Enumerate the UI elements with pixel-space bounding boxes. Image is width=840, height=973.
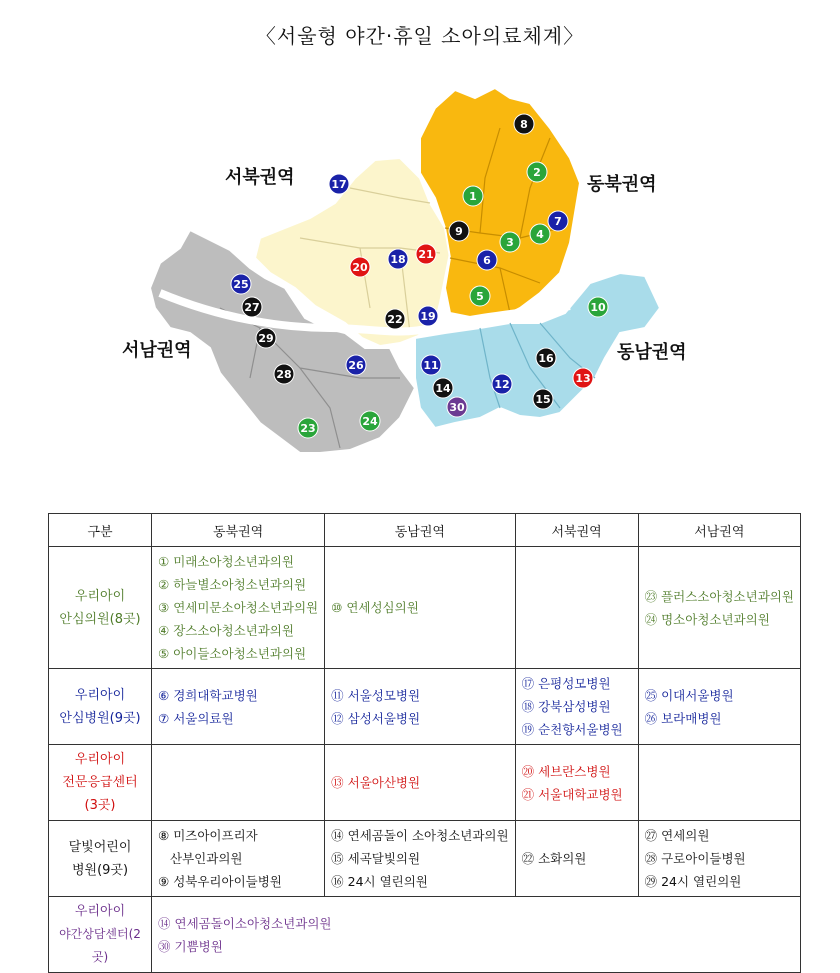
northwest-cell (515, 669, 638, 745)
map-pin-label-5: 5 (476, 290, 484, 303)
map-pin-label-18: 18 (390, 253, 406, 266)
merged-cell (152, 897, 801, 973)
category-line: 우리아이 (74, 687, 126, 703)
map-pin-label-30: 30 (449, 401, 465, 414)
facility-item: ㉔ 명소아청소년과의원 (644, 611, 770, 627)
facility-item: ⑱ 강북삼성병원 (521, 699, 611, 714)
facility-item: ⑭ 연세곰돌이 소아청소년과의원 (331, 828, 509, 843)
facility-item: ⑫ 삼성서울병원 (331, 710, 421, 726)
map-pin-label-11: 11 (423, 359, 439, 372)
map-pin-label-9: 9 (455, 225, 463, 238)
category-line: 안심의원(8곳) (59, 611, 141, 627)
northeast-cell (152, 745, 325, 821)
facility-item: ⑧ 미즈아이프리자 (158, 828, 258, 843)
map-pin-label-4: 4 (536, 228, 544, 241)
facility-item: ④ 장스소아청소년과의원 (158, 623, 294, 638)
category-cell (49, 547, 152, 669)
table-header-row (49, 514, 801, 547)
category-line: 우리아이 (74, 588, 126, 604)
map-pin-label-17: 17 (331, 178, 347, 191)
facility-item: ㉗ 연세의원 (644, 828, 710, 843)
southwest-cell (638, 821, 800, 897)
facility-item: ⑯ 24시 열린의원 (331, 874, 428, 889)
category-line: (3곳) (84, 798, 116, 813)
map-pin-label-21: 21 (418, 248, 434, 261)
category-line: 우리아이 (74, 904, 126, 919)
map-pin-label-2: 2 (533, 166, 541, 179)
facility-item: ㉘ 구로아이들병원 (644, 851, 746, 866)
facility-item: ⑨ 성북우리아이들병원 (158, 874, 282, 889)
facility-item: ② 하늘별소아청소년과의원 (158, 577, 307, 592)
table-row (49, 821, 801, 897)
facility-item: ㉓ 플러스소아청소년과의원 (644, 588, 794, 604)
northeast-cell (152, 821, 325, 897)
category-line: 안심병원(9곳) (59, 710, 141, 726)
map-pin-label-25: 25 (233, 278, 249, 291)
map-pin-label-26: 26 (348, 359, 364, 372)
map-pin-label-1: 1 (469, 190, 477, 203)
northeast-cell (152, 547, 325, 669)
facility-item: ⑬ 서울아산병원 (331, 775, 421, 790)
map-pin-label-3: 3 (506, 236, 514, 249)
facility-item: ㉙ 24시 열린의원 (644, 874, 742, 889)
map-pin-label-23: 23 (300, 422, 316, 435)
map-pin-label-27: 27 (244, 301, 260, 314)
facility-item: ⑭ 연세곰돌이소아청소년과의원 (158, 915, 332, 931)
facility-item: ⑥ 경희대학교병원 (158, 687, 258, 703)
map-pin-label-28: 28 (276, 368, 292, 381)
facility-item: ㉒ 소화의원 (521, 851, 587, 866)
northwest-cell (515, 821, 638, 897)
facility-item: ⑦ 서울의료원 (158, 710, 234, 726)
header-northwest: 서북권역 (515, 514, 638, 547)
southeast-cell (325, 821, 515, 897)
map-pin-label-8: 8 (520, 118, 528, 131)
southeast-cell (325, 745, 515, 821)
header-northeast: 동북권역 (152, 514, 325, 547)
map-pin-label-29: 29 (258, 332, 274, 345)
clinic-table (48, 513, 801, 973)
facility-item: ⑰ 은평성모병원 (521, 676, 611, 691)
category-line: 전문응급센터 (62, 775, 138, 790)
facility-item: ㉖ 보라매병원 (644, 710, 722, 726)
facility-item: ⑳ 세브란스병원 (521, 763, 611, 779)
category-line: 달빛어린이 (68, 839, 132, 855)
header-southeast: 동남권역 (325, 514, 515, 547)
facility-item: 산부인과의원 (170, 851, 243, 866)
map-pin-label-15: 15 (535, 393, 551, 406)
southwest-cell (638, 745, 800, 821)
map-label-northeast: 동북권역 (587, 174, 657, 195)
table-row (49, 669, 801, 745)
map-label-southwest: 서남권역 (122, 340, 192, 361)
facility-item: ③ 연세미문소아청소년과의원 (158, 600, 319, 615)
facility-item: ⑤ 아이들소아청소년과의원 (158, 646, 307, 661)
northeast-cell (152, 669, 325, 745)
category-cell (49, 669, 152, 745)
facility-item: ⑩ 연세성심의원 (331, 600, 419, 615)
map-pin-label-14: 14 (435, 382, 451, 395)
map-pin-label-10: 10 (590, 301, 606, 314)
table-row (49, 897, 801, 973)
facility-item: ① 미래소아청소년과의원 (158, 554, 294, 569)
map-pin-label-16: 16 (538, 352, 554, 365)
seoul-map-svg (100, 78, 740, 478)
facility-item: ⑮ 세곡달빛의원 (331, 851, 421, 866)
southeast-cell (325, 669, 515, 745)
southwest-cell (638, 547, 800, 669)
map-pin-label-24: 24 (362, 415, 378, 428)
header-southwest: 서남권역 (638, 514, 800, 547)
map-pin-label-19: 19 (420, 310, 436, 323)
facility-item: ㉑ 서울대학교병원 (521, 786, 623, 802)
map-label-northwest: 서북권역 (225, 167, 295, 188)
map-pin-label-6: 6 (483, 254, 491, 267)
page-title: 〈서울형 야간·휴일 소아의료체계〉 (255, 24, 585, 48)
map-label-southeast: 동남권역 (617, 342, 687, 363)
category-cell (49, 745, 152, 821)
category-cell (49, 821, 152, 897)
northwest-cell (515, 547, 638, 669)
header-category: 구분 (49, 514, 152, 547)
category-line: 우리아이 (74, 752, 126, 767)
category-cell (49, 897, 152, 973)
facility-item: ㉕ 이대서울병원 (644, 687, 734, 703)
northwest-cell (515, 745, 638, 821)
seoul-map (100, 78, 740, 478)
category-line: 야간상담센터(2곳) (59, 927, 141, 964)
table-row (49, 745, 801, 821)
map-pin-label-12: 12 (494, 378, 510, 391)
facility-item: ⑲ 순천향서울병원 (521, 722, 623, 737)
southeast-cell (325, 547, 515, 669)
facility-item: ⑪ 서울성모병원 (331, 687, 421, 703)
map-pin-label-20: 20 (352, 261, 368, 274)
map-pin-label-13: 13 (575, 372, 591, 385)
facility-item: ㉚ 기쁨병원 (158, 938, 223, 954)
southwest-cell (638, 669, 800, 745)
map-pin-label-22: 22 (387, 313, 403, 326)
category-line: 병원(9곳) (71, 862, 129, 878)
table-row (49, 547, 801, 669)
map-pin-label-7: 7 (554, 215, 562, 228)
